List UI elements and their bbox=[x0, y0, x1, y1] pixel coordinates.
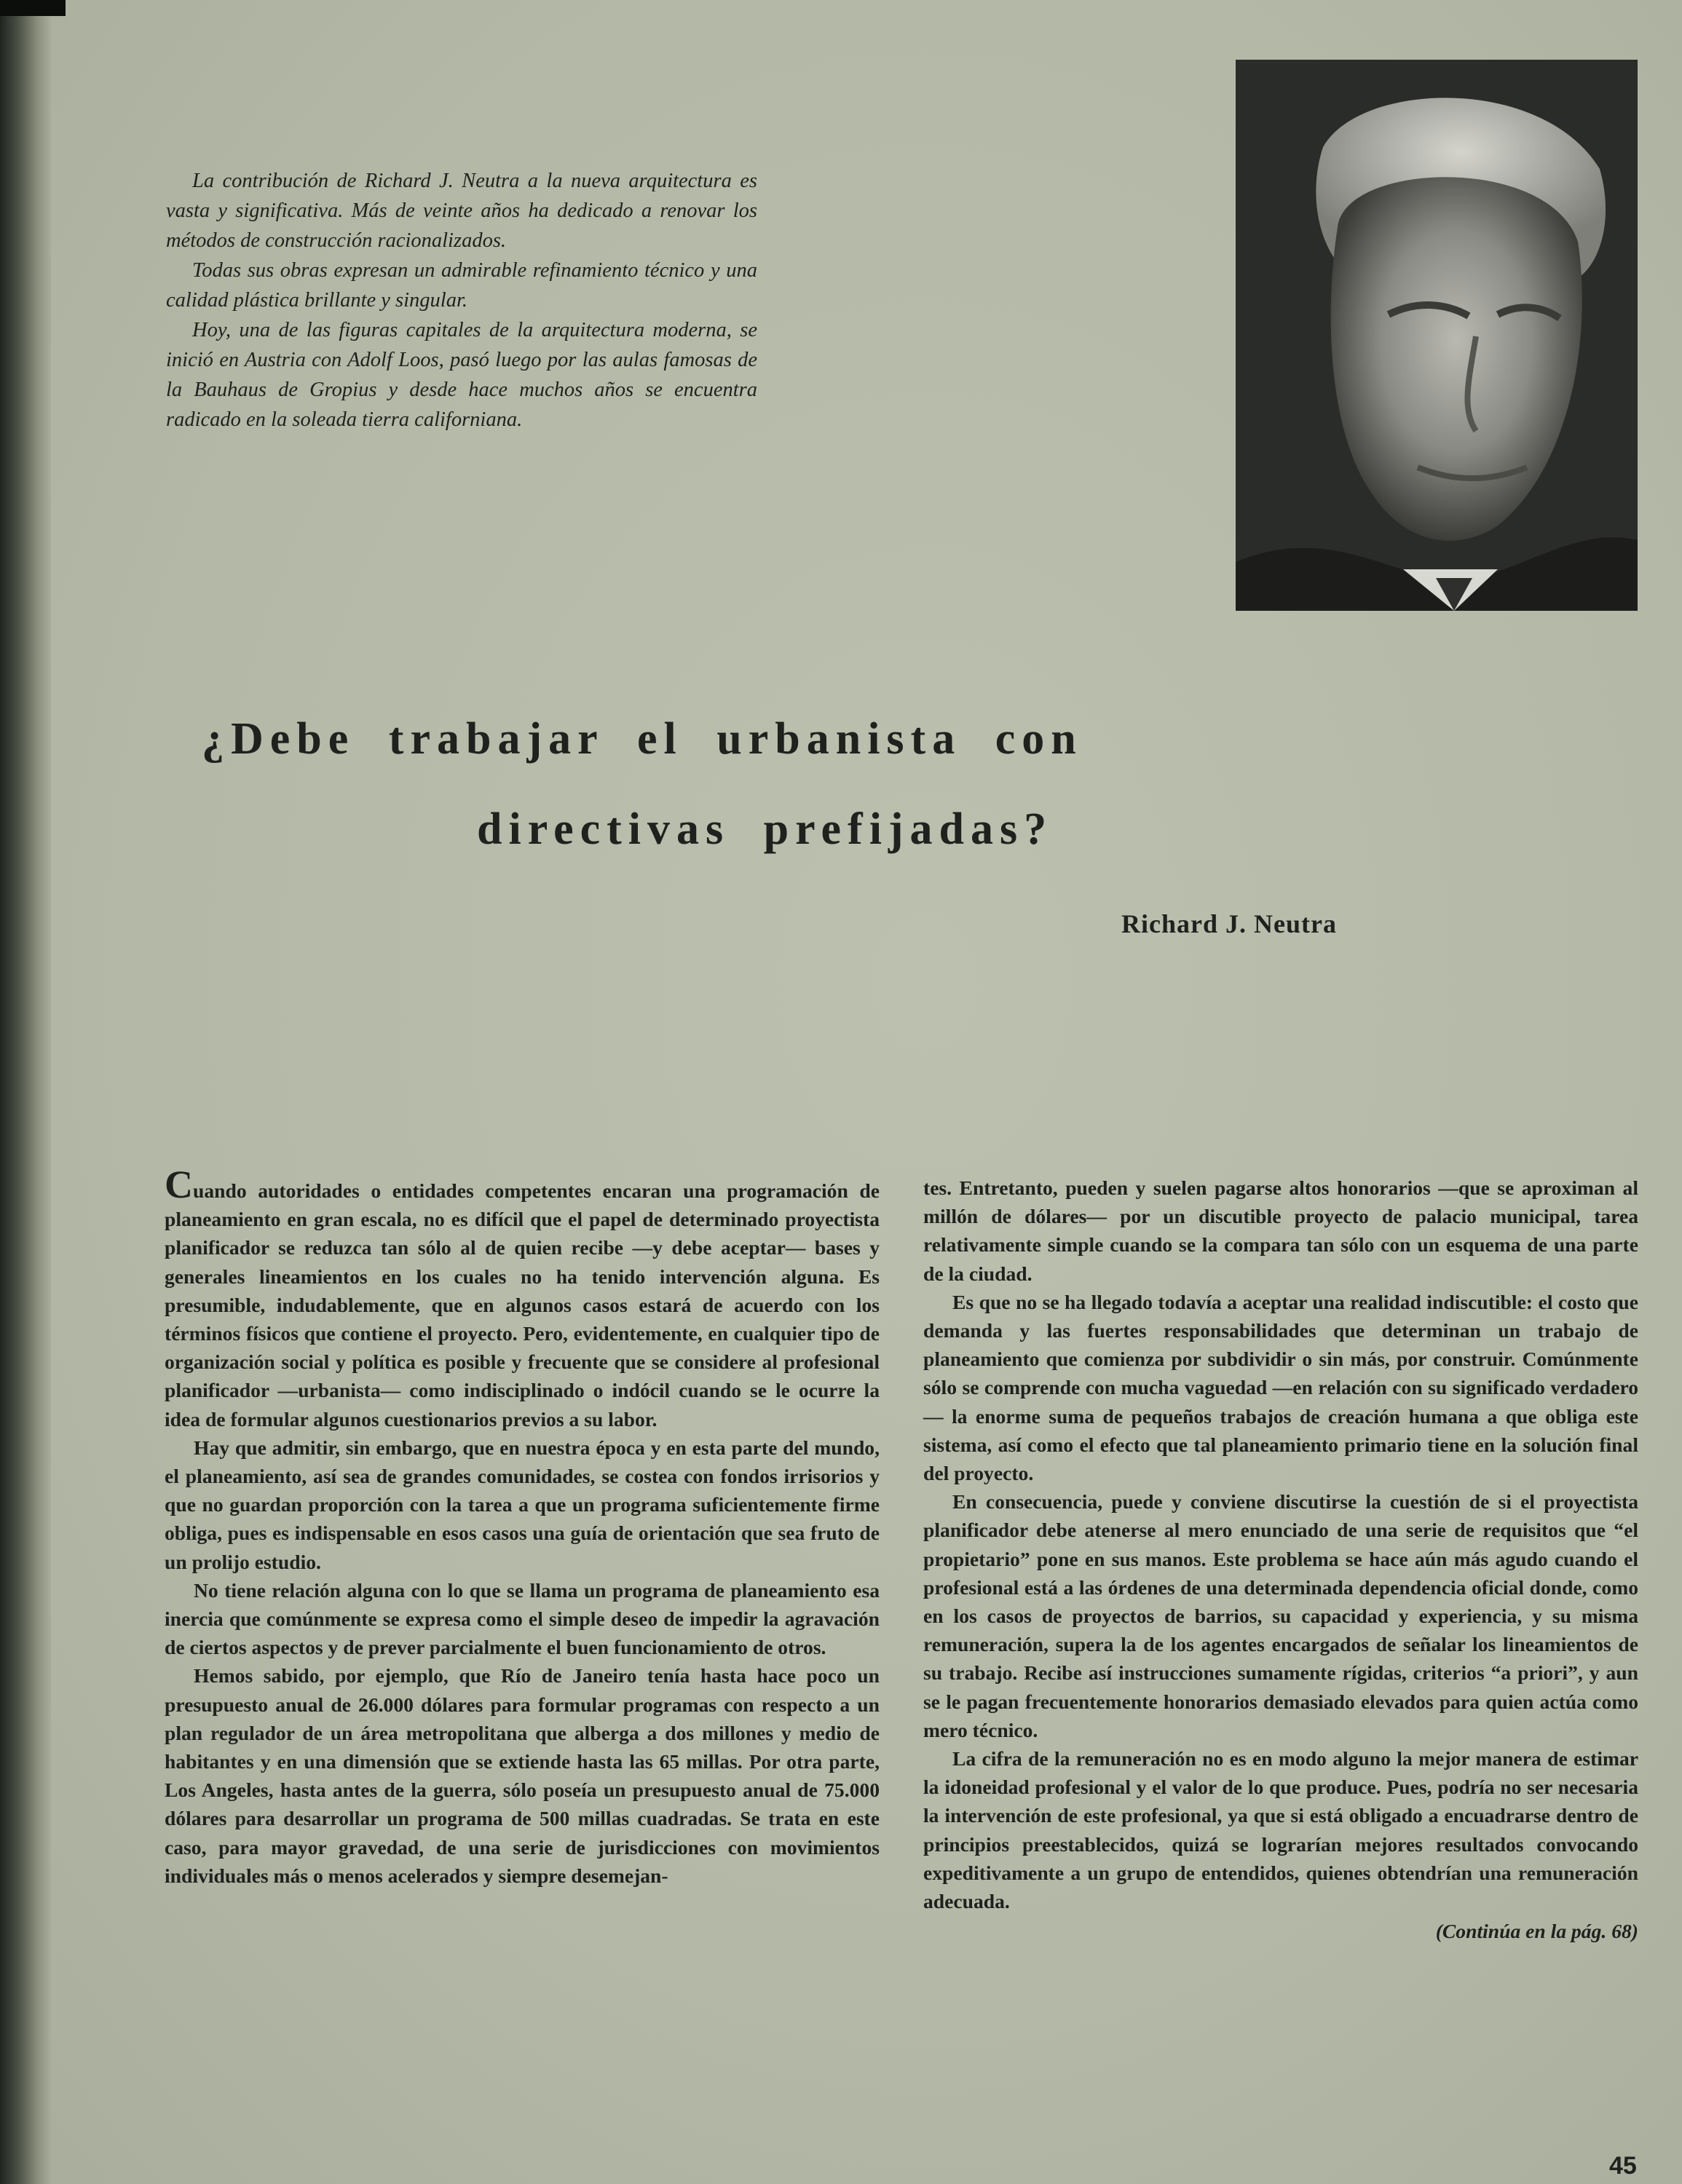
title-line: ¿Debe trabajar el urbanista con bbox=[202, 714, 1083, 764]
body-paragraph: En consecuencia, puede y conviene discutirse la cuestión de si el proyectista planificador debe atenerse al mero enunciado de una serie de requisitos que “el propietario” pone en sus manos. Este problema se hace aún más agudo cuando el profesional está a las órdenes de una determinada dependencia oficial donde, como en los casos de proyectos de barrios, su capacidad y experiencia, y su misma remuneración, supera la de los agentes encargados de señalar los lineamientos de su trabajo. Recibe así instrucciones sumamente rígidas, criterios “a priori”, y aun se le pagan frecuentemente honorarios demasiado elevados para quien actúa como mero técnico. bbox=[923, 1490, 1638, 1741]
continuation-note: (Continúa en la pág. 68) bbox=[1435, 1920, 1638, 1943]
corner-mark bbox=[0, 0, 66, 16]
intro-paragraph: La contribución de Richard J. Neutra a la nueva arquitectura es vasta y significativa. Más de veinte años ha dedicado a renovar los métodos de construcción racionalizados. bbox=[166, 170, 757, 252]
portrait-image bbox=[1236, 60, 1638, 611]
intro-paragraph: Todas sus obras expresan un admirable refinamiento técnico y una calidad plástica brillante y singular. bbox=[166, 259, 757, 312]
intro-text bbox=[166, 166, 757, 435]
body-column-right bbox=[923, 1174, 1638, 1945]
page-number: 45 bbox=[1609, 2152, 1637, 2180]
body-paragraph: La cifra de la remuneración no es en modo alguno la mejor manera de estimar la idoneidad profesional y el valor de lo que produce. Pues, podría no ser necesaria la intervención de este profesional, ya que si está obligado a encuadrarse dentro de principios preestablecidos, quizá se lograrían mejores resultados convocando expeditivamente a un grupo de entendidos, quienes obtendrían una remuneración adecuada. bbox=[923, 1747, 1638, 1913]
body-paragraph: Hay que admitir, sin embargo, que en nuestra época y en esta parte del mundo, el planeamiento, así sea de grandes comunidades, se costea con fondos irrisorios y que no guardan proporción con la tarea a que un programa suficientemente firme obliga, pues es indispensable en esos casos una guía de orientación que sea fruto de un prolijo estudio. bbox=[165, 1436, 880, 1573]
body-paragraph: Es que no se ha llegado todavía a aceptar una realidad indiscutible: el costo que demanda y las fuertes responsabilidades que determinan un trabajo de planeamiento que comienza por subdividir o sin más, por construir. Comúnmente sólo se comprende con mucha vaguedad —en relación con su significado verdadero— la enorme suma de pequeños trabajos de creación humana a que obliga este sistema, así como el efecto que tal planeamiento primario tiene en la solución final del proyecto. bbox=[923, 1290, 1638, 1485]
title-line: directivas prefijadas? bbox=[477, 804, 1054, 854]
author-byline: Richard J. Neutra bbox=[1121, 909, 1337, 938]
body-column-left bbox=[165, 1163, 880, 1890]
body-paragraph: Hemos sabido, por ejemplo, que Río de Janeiro tenía hasta hace poco un presupuesto anual de 26.000 dólares para formular programas con respecto a un plan regulador de un área metropolitana que alberga a dos millones y medio de habitantes y en una dimensión que se extiende hasta las 65 millas. Por otra parte, Los Angeles, hasta antes de la guerra, sólo poseía un presupuesto anual de 75.000 dólares para desarrollar un programa de 500 millas cuadradas. Se trata en este caso, para mayor gravedad, de una serie de jurisdicciones con movimientos individuales más o menos acelerados y siempre desemejan- bbox=[165, 1664, 880, 1887]
intro-paragraph: Hoy, una de las figuras capitales de la arquitectura moderna, se inició en Austria con Adolf Loos, pasó luego por las aulas famosas de la Bauhaus de Gropius y desde hace muchos años se encuentra radicado en la soleada tierra californiana. bbox=[166, 319, 757, 431]
author-portrait bbox=[1236, 60, 1638, 611]
binding-shadow bbox=[0, 0, 51, 2184]
body-paragraph: tes. Entretanto, pueden y suelen pagarse altos honorarios —que se aproximan al millón de dólares— por un discutible proyecto de palacio municipal, tarea relativamente simple cuando se la compara tan sólo con un esquema de una parte de la ciudad. bbox=[923, 1176, 1638, 1285]
body-paragraph: Cuando autoridades o entidades competentes encaran una programación de planeamiento en gran escala, no es difícil que el papel de determinado proyectista planificador se reduzca tan sólo al de quien recibe —y debe aceptar— bases y generales lineamientos en los cuales no ha tenido intervención alguna. Es presumible, indudablemente, que en algunos casos estará de acuerdo con los términos físicos que contiene el proyecto. Pero, evidentemente, en cualquier tipo de organización social y política es posible y frecuente que se considere al profesional planificador —urbanista— como indisciplinado o indócil cuando se le ocurre la idea de formular algunos cuestionarios previos a su labor. bbox=[165, 1163, 880, 1431]
drop-cap: C bbox=[165, 1163, 193, 1206]
body-paragraph: No tiene relación alguna con lo que se llama un programa de planeamiento esa inercia que comúnmente se expresa como el simple deseo de impedir la agravación de ciertos aspectos y de prever parcialmente el buen funcionamiento de otros. bbox=[165, 1578, 880, 1659]
